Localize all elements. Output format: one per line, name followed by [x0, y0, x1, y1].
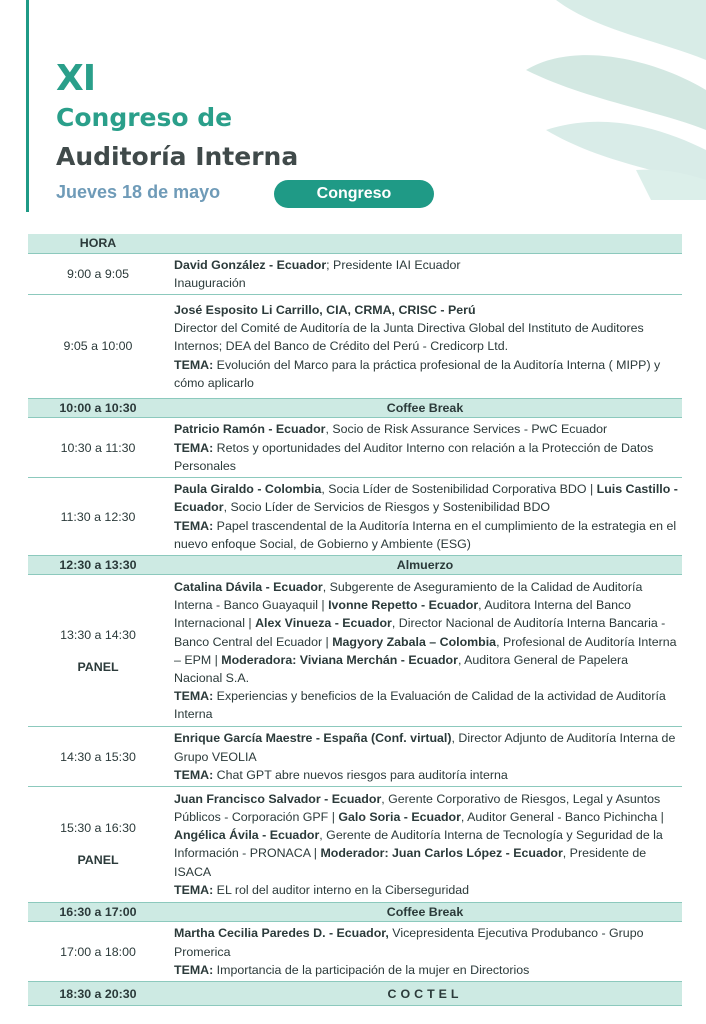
speaker-role: , Director Adjunto de Auditoría Interna de Grupo VEOLIA — [174, 731, 676, 764]
row-time: 18:30 a 20:30 — [28, 982, 168, 1006]
speaker-name: Angélica Ávila - Ecuador — [174, 828, 320, 843]
table-row — [28, 786, 682, 902]
accent-bar — [26, 0, 29, 212]
row-time: 9:00 a 9:05 — [28, 253, 168, 294]
panel-label: PANEL — [77, 853, 119, 868]
speaker-name: Patricio Ramón - Ecuador — [174, 422, 326, 437]
speaker-name: Juan Francisco Salvador - Ecuador — [174, 791, 382, 806]
speaker-name: Ivonne Repetto - Ecuador — [328, 598, 479, 613]
tema-text: EL rol del auditor interno en la Ciberseguridad — [213, 882, 470, 897]
speaker-role: , Profesional de Auditoría Interna – EPM | — [174, 634, 677, 667]
cocktail-row — [28, 982, 682, 1006]
speaker-name: Catalina Dávila - Ecuador — [174, 580, 323, 594]
tema-text: Chat GPT abre nuevos riesgos para auditoría interna — [213, 767, 508, 782]
speaker-role: , Socio Líder de Servicios de Riesgos y Sostenibilidad BDO — [223, 500, 551, 515]
speaker-role: , Gerente de Auditoría Interna de Tecnología y Seguridad de la Información - PRONACA | — [174, 828, 663, 861]
tema-label: TEMA: — [174, 518, 214, 533]
speaker-role: , Presidente de ISACA — [174, 846, 647, 879]
event-date: Jueves 18 de mayo — [56, 182, 221, 202]
row-time: 11:30 a 12:30 — [28, 478, 168, 556]
speaker-role: , Subgerente de Aseguramiento de la Calidad de Auditoría Interna - Banco Guayaquil | — [174, 580, 643, 613]
row-time: 16:30 a 17:00 — [28, 902, 168, 921]
table-row — [28, 478, 682, 556]
tema-label: TEMA: — [174, 357, 214, 372]
speaker-role: ; Presidente IAI Ecuador — [326, 257, 461, 272]
speaker-name: Enrique García Maestre - España (Conf. virtual) — [174, 731, 452, 746]
tema-label: TEMA: — [174, 882, 214, 897]
speaker-name: David González - Ecuador — [174, 257, 327, 272]
session-note: Inauguración — [174, 275, 246, 290]
speaker-role: , Auditora Interna del Banco Internacional | — [174, 598, 632, 631]
table-row — [28, 294, 682, 398]
table-row — [28, 575, 682, 727]
moderator-name: Moderadora: Viviana Merchán - Ecuador — [221, 652, 458, 667]
speaker-role: , Auditora General de Papelera Nacional S.A. — [174, 652, 629, 686]
break-row — [28, 902, 682, 921]
cocktail-label: COCTEL — [168, 982, 682, 1006]
tema-label: TEMA: — [174, 767, 214, 782]
agenda-table — [28, 234, 682, 1006]
break-row — [28, 398, 682, 417]
speaker-name: Martha Cecilia Paredes D. - Ecuador, — [174, 926, 389, 941]
title-line-1: Congreso de — [56, 103, 233, 132]
tema-label: TEMA: — [174, 440, 214, 455]
tema-text: Importancia de la participación de la mujer en Directorios — [213, 962, 530, 977]
row-time: 13:30 a 14:30 — [60, 627, 136, 642]
tema-label: TEMA: — [174, 962, 214, 977]
table-row — [28, 727, 682, 787]
title-line-2: Auditoría Interna — [56, 142, 299, 171]
tema-label: TEMA: — [174, 689, 214, 704]
speaker-name: Luis Castillo - Ecuador — [174, 482, 678, 515]
row-time: 14:30 a 15:30 — [28, 727, 168, 787]
speaker-name: Paula Giraldo - Colombia — [174, 482, 322, 497]
tema-text: Evolución del Marco para la práctica profesional de la Auditoría Interna ( MIPP) y cómo aplicarlo — [174, 357, 661, 390]
break-label: Coffee Break — [168, 902, 682, 921]
row-time: 10:30 a 11:30 — [28, 418, 168, 478]
tema-text: Experiencias y beneficios de la Evaluación de Calidad de la actividad de Auditoría Interna — [174, 689, 666, 722]
speaker-name: Galo Soria - Ecuador — [338, 810, 461, 825]
tema-text: Papel trascendental de la Auditoría Interna en el cumplimiento de la estrategia en el nuevo enfoque Social, de Gobierno y Ambiente (ESG) — [174, 518, 677, 551]
speaker-role: , Auditor General - Banco Pichincha | — [460, 810, 664, 825]
speaker-role: Director del Comité de Auditoría de la Junta Directiva Global del Instituto de Auditores Internos; DEA del Banco de Crédito del Perú - Credicorp Ltd. — [174, 321, 644, 354]
table-row — [28, 418, 682, 478]
congreso-badge: Congreso — [274, 180, 434, 208]
table-header-row — [28, 234, 682, 253]
table-row — [28, 922, 682, 982]
row-time: 15:30 a 16:30 — [60, 821, 136, 836]
col-header-time: HORA — [28, 234, 168, 253]
edition-number: XI — [56, 58, 96, 99]
break-label: Coffee Break — [168, 398, 682, 417]
decorative-leaf-shapes — [486, 0, 706, 200]
break-label: Almuerzo — [168, 556, 682, 575]
speaker-role: , Director Nacional de Auditoría Interna Bancaria - Banco Central del Ecuador | — [174, 616, 666, 649]
speaker-role: , Gerente Corporativo de Riesgos, Legal y Asuntos Públicos - Corporación GPF | — [174, 791, 661, 825]
row-time: 17:00 a 18:00 — [28, 922, 168, 982]
speaker-role: Vicepresidenta Ejecutiva Produbanco - Grupo Promerica — [174, 926, 644, 959]
row-time: 10:00 a 10:30 — [28, 398, 168, 417]
moderator-name: Moderador: Juan Carlos López - Ecuador — [320, 846, 563, 861]
table-row — [28, 253, 682, 294]
speaker-name: José Esposito Li Carrillo, CIA, CRMA, CRISC - Perú — [174, 302, 476, 317]
row-time: 9:05 a 10:00 — [28, 294, 168, 398]
speaker-name: Magyory Zabala – Colombia — [332, 634, 497, 649]
break-row — [28, 556, 682, 575]
row-time: 12:30 a 13:30 — [28, 556, 168, 575]
speaker-role: , Socia Líder de Sostenibilidad Corporativa BDO | — [321, 482, 597, 497]
speaker-name: Alex Vinueza - Ecuador — [255, 616, 392, 631]
panel-label: PANEL — [77, 659, 119, 674]
tema-text: Retos y oportunidades del Auditor Interno con relación a la Protección de Datos Personales — [174, 440, 654, 473]
speaker-role: , Socio de Risk Assurance Services - PwC Ecuador — [325, 422, 608, 437]
